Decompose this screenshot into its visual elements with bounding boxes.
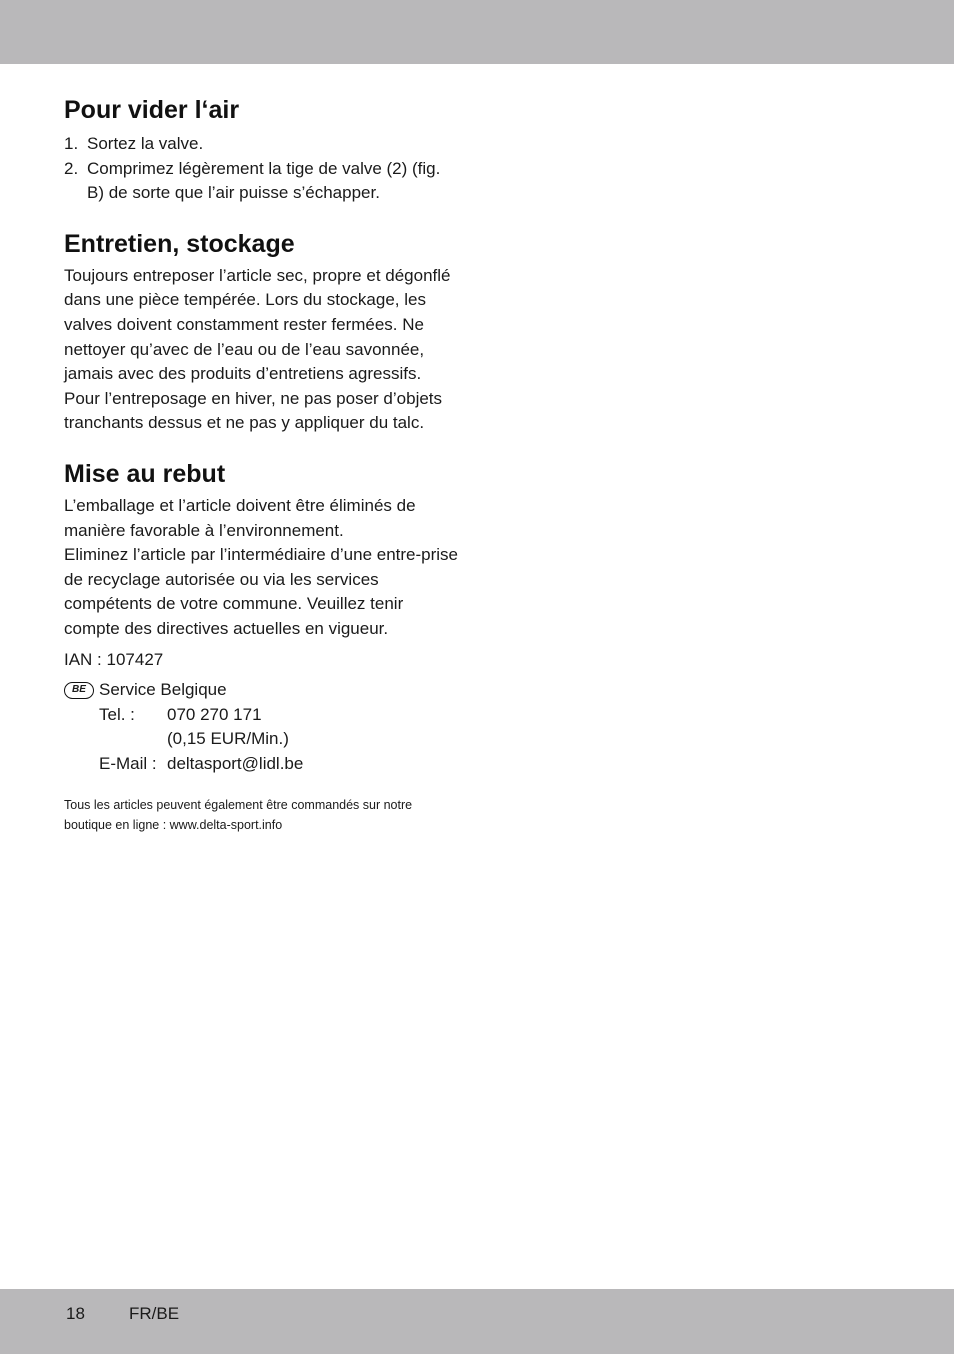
- step-text: Comprimez légèrement la tige de valve (2) (fig. B) de sorte que l’air puisse s’échapper.: [87, 158, 441, 203]
- section-title-rebut: Mise au rebut: [64, 459, 226, 488]
- email-row: [99, 752, 459, 777]
- online-shop-note: Tous les articles peuvent également être commandés sur notre boutique en ligne : www.delta-sport.info: [64, 798, 413, 832]
- page-content: [64, 90, 459, 835]
- service-name: Service Belgique: [99, 680, 227, 700]
- step-number: 2.: [64, 158, 79, 178]
- tel-rate: (0,15 EUR/Min.): [167, 729, 289, 749]
- tel-label: Tel. :: [99, 704, 135, 724]
- email-label: E-Mail :: [99, 753, 157, 773]
- tel-value: 070 270 171: [167, 704, 262, 724]
- rebut-text-1: L’emballage et l’article doivent être éliminés de manière favorable à l’environnement.: [64, 495, 416, 540]
- contact-details: [99, 703, 459, 777]
- list-item: [64, 132, 459, 157]
- rebut-text-2: Eliminez l’article par l’intermédiaire d’une entre-prise de recyclage autorisée ou via les services compétents de votre commune. Veuillez tenir compte des directives actuelles en vigueur.: [64, 545, 458, 638]
- list-item: [64, 157, 459, 206]
- steps-list: [64, 132, 459, 206]
- section-title-entretien: Entretien, stockage: [64, 229, 295, 258]
- entretien-text: Toujours entreposer l’article sec, propre et dégonflé dans une pièce tempérée. Lors du stockage, les valves doivent constamment rester fermées. Ne nettoyer qu’avec de l’eau ou de l’eau savonnée, jamais avec des produits d’entretiens agressifs. Pour l’entreposage en hiver, ne pas poser d’objets tranchants dessus et ne pas y appliquer du talc.: [64, 265, 451, 433]
- section-title-air: Pour vider l‘air: [64, 96, 240, 124]
- service-header: [64, 678, 459, 703]
- step-number: 1.: [64, 134, 79, 153]
- service-block: [64, 678, 459, 776]
- rate-row: [99, 727, 459, 752]
- page-number: 18: [66, 1304, 85, 1323]
- country-badge-icon: BE: [64, 682, 94, 699]
- language-code: FR/BE: [129, 1304, 180, 1323]
- header-band: [0, 0, 954, 64]
- email-value: deltasport@lidl.be: [167, 753, 304, 773]
- tel-row: [99, 703, 459, 728]
- ian-number: IAN : 107427: [64, 649, 164, 669]
- step-text: Sortez la valve.: [87, 134, 204, 153]
